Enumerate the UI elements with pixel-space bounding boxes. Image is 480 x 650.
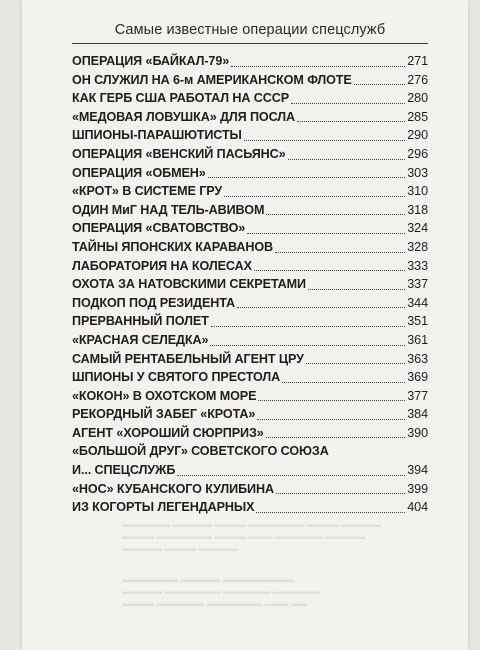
dot-leader	[306, 363, 405, 364]
toc-entry[interactable]	[72, 108, 428, 127]
header-rule	[72, 43, 428, 44]
toc-entry-page: 394	[407, 463, 428, 478]
dot-leader	[247, 233, 405, 234]
dot-leader	[266, 437, 406, 438]
dot-leader	[291, 103, 405, 104]
dot-leader	[208, 177, 406, 178]
toc-entry-title: КАК ГЕРБ США РАБОТАЛ НА СССР	[72, 91, 290, 106]
dot-leader	[256, 512, 405, 513]
show-through-text: ▬▬▬▬▬ ▬▬▬▬▬▬▬ ▬▬▬▬▬▬ ▬▬▬▬▬▬	[122, 587, 321, 596]
show-through-text: ▬▬▬▬▬▬ ▬▬▬▬▬ ▬▬▬▬ ▬▬▬▬▬▬▬ ▬▬▬▬ ▬▬▬▬▬	[122, 520, 382, 529]
toc-entry-page: 399	[407, 481, 428, 496]
toc-entry[interactable]	[72, 275, 428, 294]
toc-entry-page: 303	[407, 165, 428, 180]
dot-leader	[231, 66, 405, 67]
toc-entry-page: 384	[407, 407, 428, 422]
toc-entry[interactable]	[72, 238, 428, 257]
toc-entry[interactable]	[72, 219, 428, 238]
toc-entry-page: 324	[407, 221, 428, 236]
dot-leader	[276, 493, 405, 494]
show-through-text: ▬▬▬▬ ▬▬▬▬▬▬ ▬▬▬▬▬▬▬ ▬▬▬ ▬▬	[122, 599, 307, 608]
toc-entry-page: 369	[407, 370, 428, 385]
toc-entry-title: ОПЕРАЦИЯ «ВЕНСКИЙ ПАСЬЯНС»	[72, 146, 286, 161]
toc-entry[interactable]	[72, 71, 428, 90]
dot-leader	[266, 214, 405, 215]
toc-entry-title: «КОКОН» В ОХОТСКОМ МОРЕ	[72, 388, 257, 403]
toc-entry-page: 328	[407, 239, 428, 254]
show-through-text: ▬▬▬▬▬▬▬ ▬▬▬▬▬ ▬▬▬▬▬▬▬▬▬	[122, 575, 295, 584]
toc-entry-page: 280	[407, 91, 428, 106]
toc-entry-title: ТАЙНЫ ЯПОНСКИХ КАРАВАНОВ	[72, 239, 274, 254]
toc-entry-page: 296	[407, 146, 428, 161]
toc-entry[interactable]	[72, 312, 428, 331]
toc-entry-page: 351	[407, 314, 428, 329]
dot-leader	[258, 400, 405, 401]
dot-leader	[308, 289, 405, 290]
toc-entry[interactable]	[72, 424, 428, 443]
running-head: Самые известные операции спецслужб	[114, 22, 386, 38]
toc-entry[interactable]	[72, 164, 428, 183]
toc-entry-title: АГЕНТ «ХОРОШИЙ СЮРПРИЗ»	[72, 425, 264, 440]
book-page	[22, 0, 468, 650]
dot-leader	[288, 159, 406, 160]
toc-entry[interactable]	[72, 126, 428, 145]
toc-entry-page: 390	[407, 425, 428, 440]
dot-leader	[257, 419, 405, 420]
toc-entry-title: ОДИН МиГ НАД ТЕЛЬ-АВИВОМ	[72, 202, 265, 217]
toc-entry-title: ОПЕРАЦИЯ «СВАТОВСТВО»	[72, 221, 246, 236]
toc-entry-title: ОПЕРАЦИЯ «БАЙКАЛ-79»	[72, 54, 230, 68]
dot-leader	[297, 121, 405, 122]
toc-entry-title: ИЗ КОГОРТЫ ЛЕГЕНДАРНЫХ	[72, 500, 255, 515]
dot-leader	[275, 252, 405, 253]
dot-leader	[237, 307, 405, 308]
toc-entry[interactable]	[72, 350, 428, 369]
toc-entry-page: 344	[407, 295, 428, 310]
toc-entry-page: 290	[407, 128, 428, 143]
toc-entry-page: 333	[407, 258, 428, 273]
toc-entry-title: ОПЕРАЦИЯ «ОБМЕН»	[72, 165, 206, 180]
toc-entry-page: 285	[407, 109, 428, 124]
toc-entry-title-line: «БОЛЬШОЙ ДРУГ» СОВЕТСКОГО СОЮЗА	[72, 444, 329, 459]
toc-entry[interactable]	[72, 52, 428, 71]
toc-entry-title: «КРОТ» В СИСТЕМЕ ГРУ	[72, 184, 223, 199]
toc-entry-title: «КРАСНАЯ СЕЛЕДКА»	[72, 332, 209, 347]
toc-entry[interactable]	[72, 145, 428, 164]
dot-leader	[244, 140, 405, 141]
dot-leader	[211, 326, 406, 327]
toc-entry-title: ШПИОНЫ У СВЯТОГО ПРЕСТОЛА	[72, 370, 281, 385]
toc-entry-page: 404	[407, 500, 428, 515]
toc-entry-title: САМЫЙ РЕНТАБЕЛЬНЫЙ АГЕНТ ЦРУ	[72, 351, 304, 366]
show-through-text: ▬▬▬▬ ▬▬▬▬▬▬▬ ▬▬▬▬ ▬▬▬ ▬▬▬▬▬▬ ▬▬▬▬▬	[122, 532, 366, 541]
toc-entry-title: ПРЕРВАННЫЙ ПОЛЕТ	[72, 314, 209, 329]
toc-entry[interactable]	[72, 294, 428, 313]
toc-entry-page: 310	[407, 184, 428, 199]
toc-entry[interactable]	[72, 442, 428, 479]
dot-leader	[210, 345, 405, 346]
toc-entry-title: ОН СЛУЖИЛ НА 6-м АМЕРИКАНСКОМ ФЛОТЕ	[72, 72, 352, 87]
toc-entry-page: 377	[407, 388, 428, 403]
dot-leader	[224, 196, 405, 197]
toc-entry-page: 363	[407, 351, 428, 366]
dot-leader	[177, 475, 405, 476]
toc-entry[interactable]	[72, 331, 428, 350]
toc-entry[interactable]	[72, 405, 428, 424]
dot-leader	[354, 84, 406, 85]
toc-entry-page: 361	[407, 332, 428, 347]
toc-entry-title: РЕКОРДНЫЙ ЗАБЕГ «КРОТА»	[72, 407, 256, 422]
toc-entry-title: ОХОТА ЗА НАТОВСКИМИ СЕКРЕТАМИ	[72, 277, 307, 292]
toc-entry[interactable]	[72, 257, 428, 276]
table-of-contents	[72, 52, 428, 517]
toc-entry[interactable]	[72, 201, 428, 220]
toc-entry[interactable]	[72, 498, 428, 517]
dot-leader	[254, 270, 405, 271]
show-through-text: ▬▬▬▬▬ ▬▬▬▬ ▬▬▬▬▬	[122, 544, 239, 553]
toc-entry-title: ПОДКОП ПОД РЕЗИДЕНТА	[72, 295, 236, 310]
toc-entry-title-line: И... СПЕЦСЛУЖБ	[72, 463, 176, 478]
toc-entry[interactable]	[72, 89, 428, 108]
toc-entry-title: ЛАБОРАТОРИЯ НА КОЛЕСАХ	[72, 258, 252, 273]
toc-entry-page: 271	[407, 54, 428, 68]
toc-entry[interactable]	[72, 182, 428, 201]
toc-entry-title: «МЕДОВАЯ ЛОВУШКА» ДЛЯ ПОСЛА	[72, 109, 296, 124]
toc-entry-title: ШПИОНЫ-ПАРАШЮТИСТЫ	[72, 128, 242, 143]
dot-leader	[282, 382, 405, 383]
toc-entry-page: 337	[407, 277, 428, 292]
toc-entry[interactable]	[72, 368, 428, 387]
toc-entry-page: 318	[407, 202, 428, 217]
toc-entry[interactable]	[72, 387, 428, 406]
toc-entry-page: 276	[407, 72, 428, 87]
toc-entry-title: «НОС» КУБАНСКОГО КУЛИБИНА	[72, 481, 274, 496]
toc-entry[interactable]	[72, 480, 428, 499]
